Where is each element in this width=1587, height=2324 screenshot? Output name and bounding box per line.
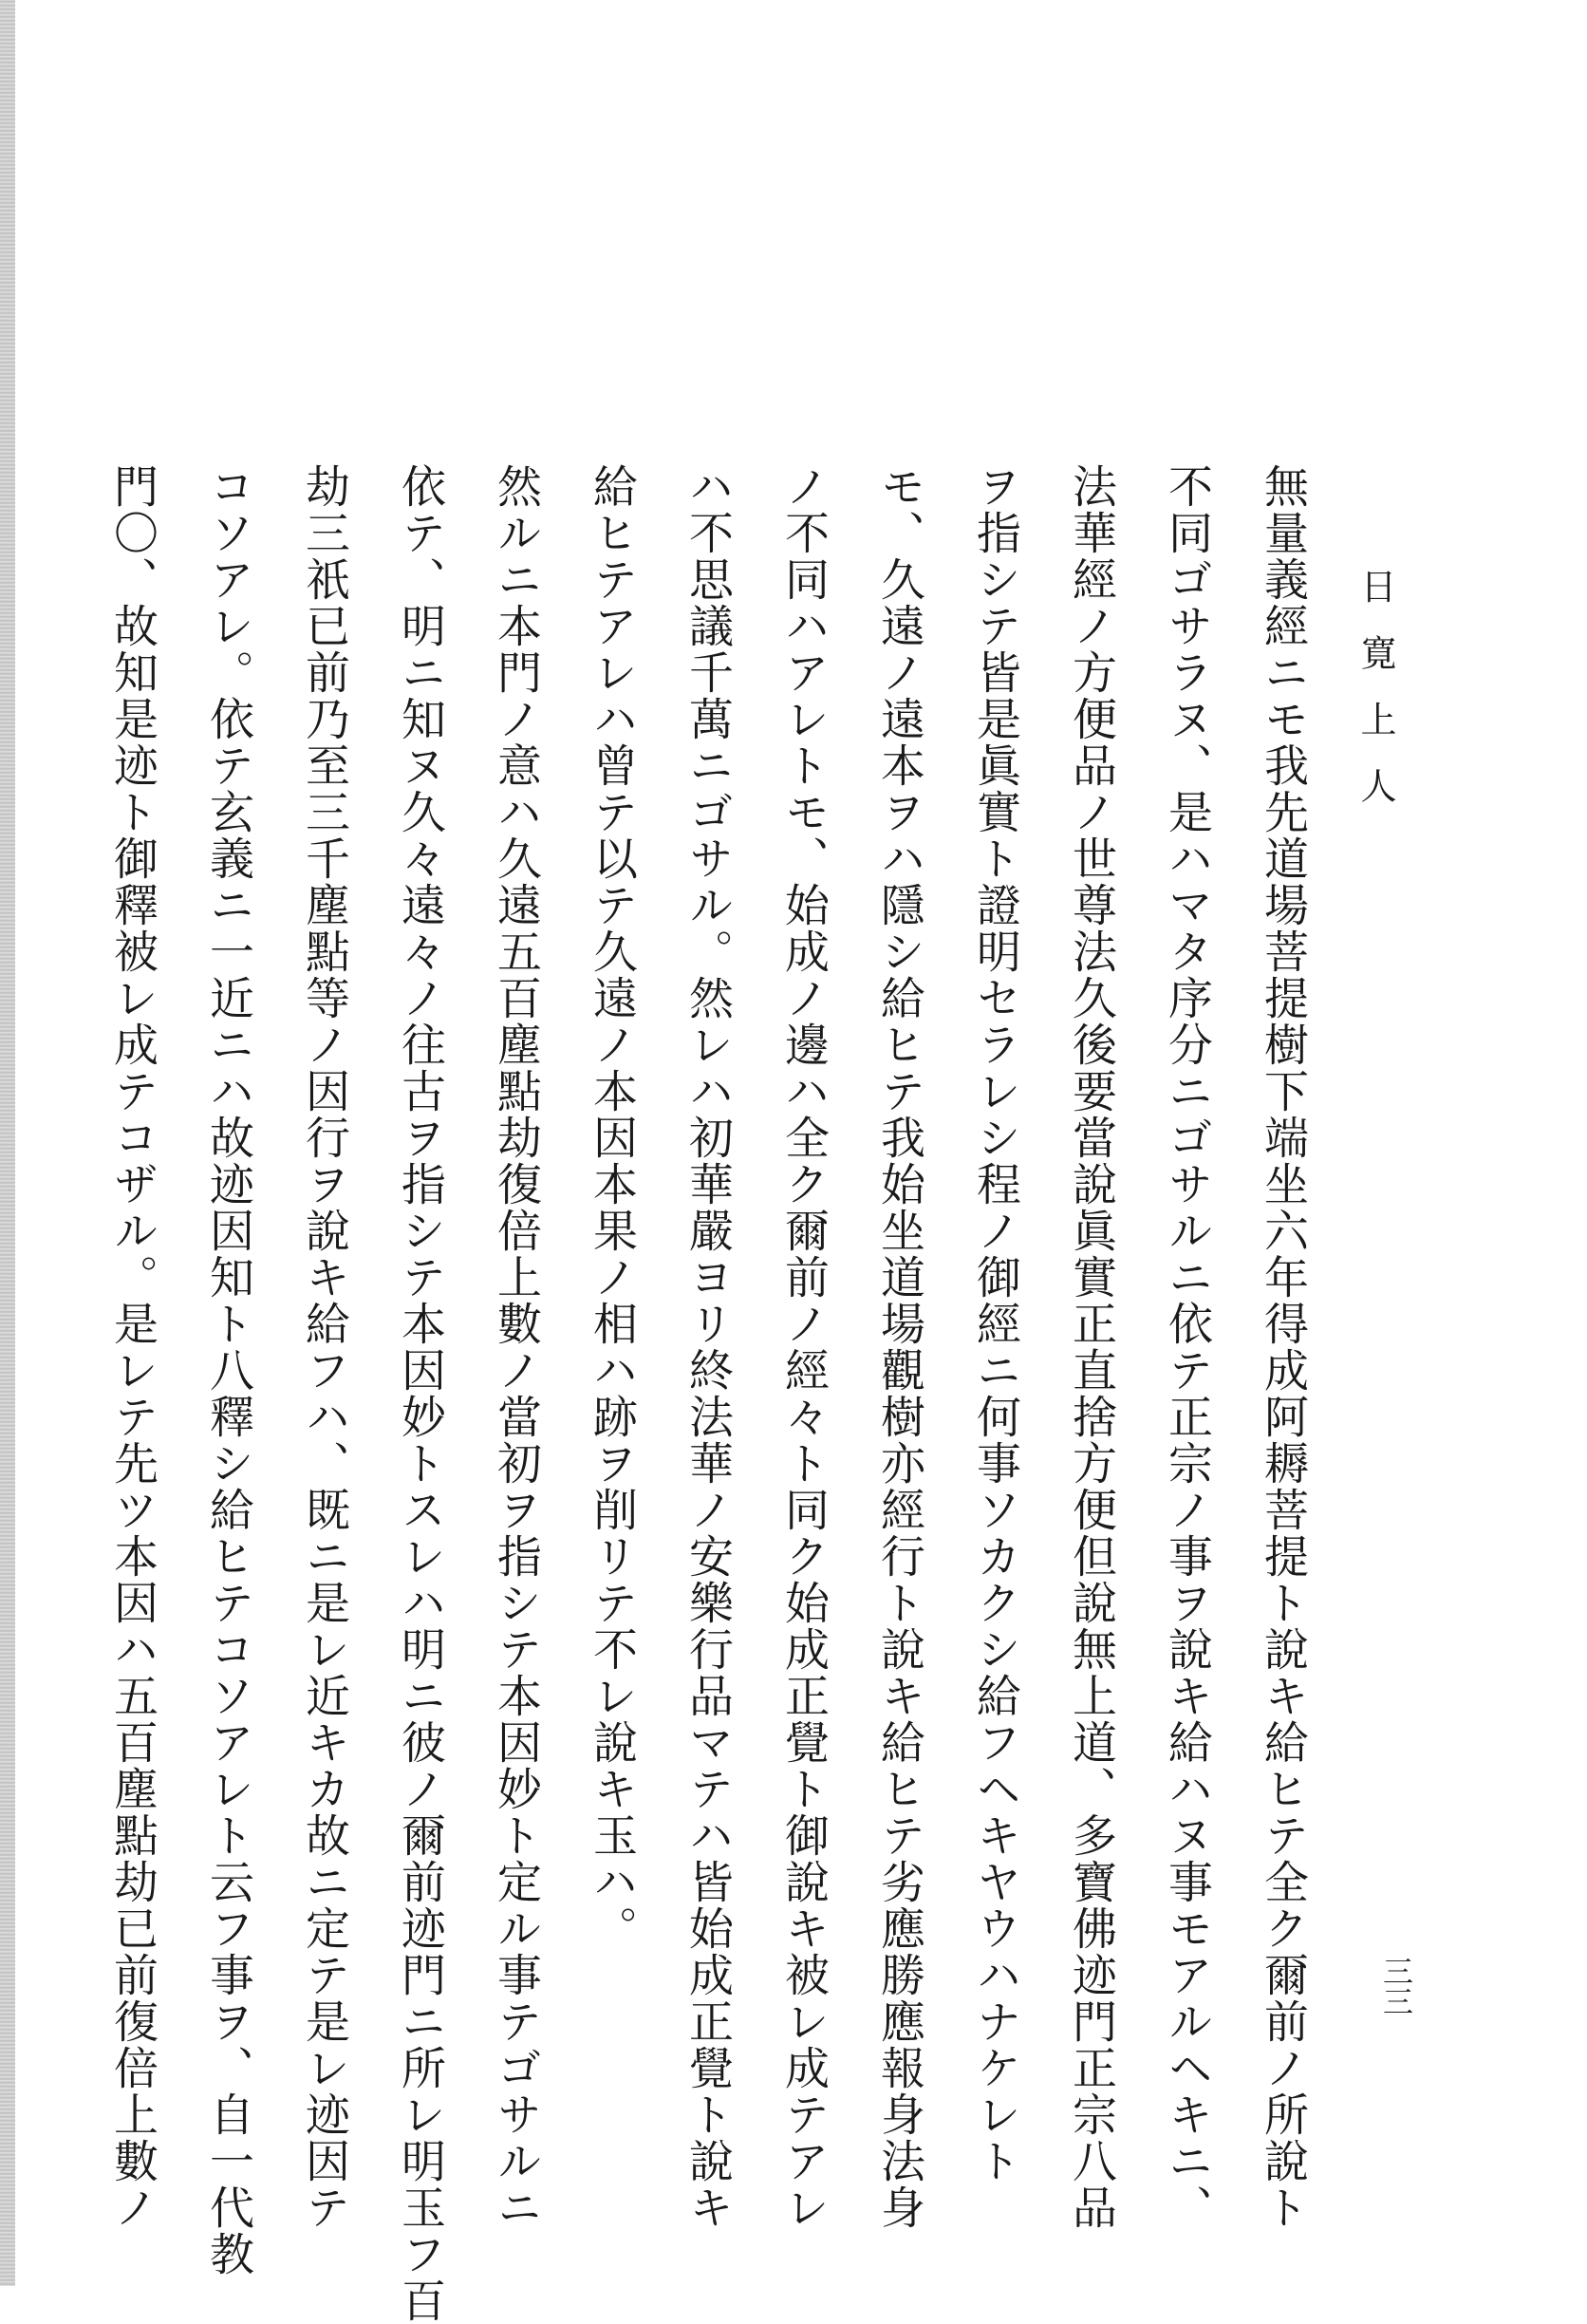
text-column: ノ不同ハアレトモ、始成ノ邊ハ全ク爾前ノ經々ト同ク始成正覺ト御說キ被レ成テアレ [777, 463, 830, 2231]
text-column: ヲ指シテ皆是眞實ト證明セラレシ程ノ御經ニ何事ソカクシ給フヘキヤウハナケレト [969, 463, 1021, 2184]
text-column: 不同ゴサラヌ、是ハマタ序分ニゴサルニ依テ正宗ノ事ヲ說キ給ハヌ事モアルヘキニ、 [1161, 463, 1213, 2231]
text-column: 然ルニ本門ノ意ハ久遠五百塵點劫復倍上數ノ當初ヲ指シテ本因妙ト定ル事テゴサルニ [490, 463, 542, 2231]
text-column: 依テ、明ニ知ヌ久々遠々ノ往古ヲ指シテ本因妙トスレハ明ニ彼ノ爾前迹門ニ所レ明玉フ百 [394, 463, 446, 2324]
text-column: 門〇、故知是迹ト御釋被レ成テコザル。是レテ先ツ本因ハ五百塵點劫已前復倍上數ノ [106, 463, 159, 2231]
page-number: 三三 [1378, 1956, 1414, 2016]
running-head: 日寛上人 [1354, 568, 1396, 834]
text-column: 劫三祇已前乃至三千塵點等ノ因行ヲ說キ給フハ、既ニ是レ近キカ故ニ定テ是レ迹因テ [298, 463, 350, 2231]
text-column: ハ不思議千萬ニゴサル。然レハ初華嚴ヨリ終法華ノ安樂行品マテハ皆始成正覺ト說キ [681, 463, 734, 2231]
body-text [106, 463, 1331, 2324]
text-column: 無量義經ニモ我先道場菩提樹下端坐六年得成阿耨菩提ト說キ給ヒテ全ク爾前ノ所說ト [1257, 463, 1309, 2231]
text-column: モ、久遠ノ遠本ヲハ隱シ給ヒテ我始坐道場觀樹亦經行ト說キ給ヒテ劣應勝應報身法身 [873, 463, 925, 2231]
text-column: 給ヒテアレハ曾テ以テ久遠ノ本因本果ノ相ハ跡ヲ削リテ不レ說キ玉ハ。 [586, 463, 638, 1952]
page-binding-edge [0, 0, 15, 2286]
text-column: 法華經ノ方便品ノ世尊法久後要當說眞實正直捨方便但說無上道、多寶佛迹門正宗八品 [1065, 463, 1117, 2231]
text-column: コソアレ。依テ玄義ニ一近ニハ故迹因知ト八釋シ給ヒテコソアレト云フ事ヲ、自一代教 [202, 463, 254, 2277]
